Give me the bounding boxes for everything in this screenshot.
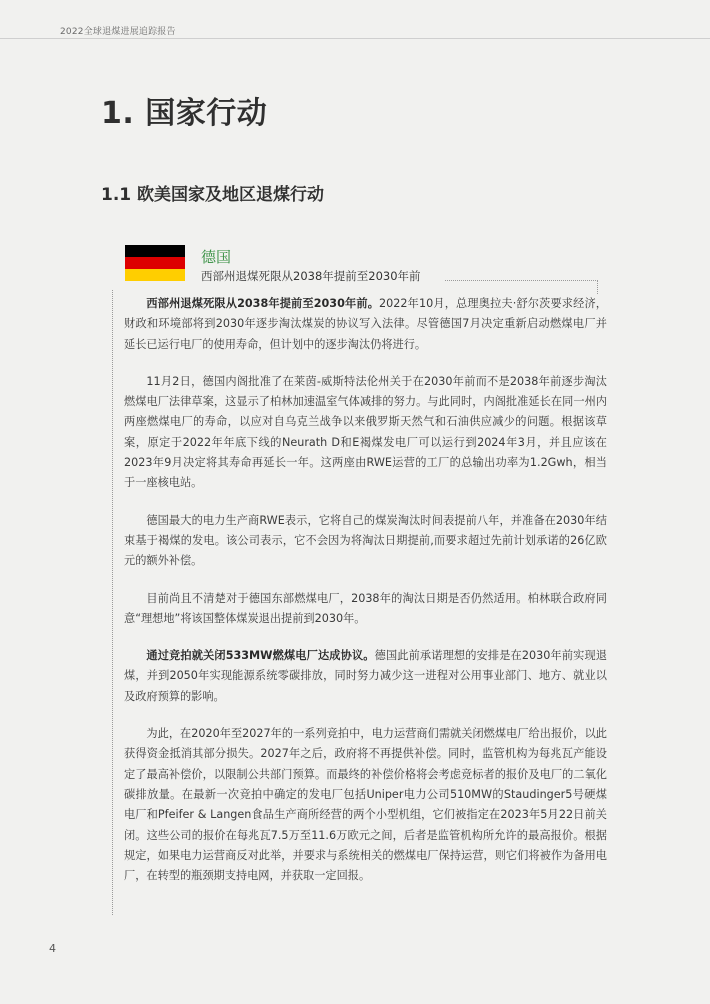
- country-name: 德国: [201, 248, 232, 266]
- paragraph-text: 为此，在2020年至2027年的一系列竞拍中，电力运营商们需就关闭燃煤电厂给出报价，以此获得资金抵消其部分损失。2027年之后，政府将不再提供补偿。同时，监管机构为每兆瓦产能设定了最高补偿价，以限制公共部门预算。而最终的补偿价格将会考虑竞标者的报价及电厂的二氧化碳排放量。在最新一次竞拍中确定的发电厂包括Uniper电力公司510MW的Staudinger5号硬煤电厂和Pfeifer & Langen食品生产商所经营的两个小型机组，它们被指定在2023年5月22日前关闭。这些公司的报价在每兆瓦7.5万至11.6万欧元之间，后者是监管机构所允许的最高报价。根据规定，如果电力运营商反对此举，并要求与系统相关的燃煤电厂保持运营，则它们将被作为备用电厂，在转型的瓶颈期支持电网，并获取一定回报。: [124, 727, 607, 883]
- paragraph-lead: 西部州退煤死限从2038年提前至2030年前。: [146, 297, 380, 310]
- page-number: 4: [49, 942, 56, 955]
- flag-stripe: [125, 257, 185, 269]
- chapter-title: 1. 国家行动: [101, 96, 268, 131]
- paragraph: [124, 372, 607, 494]
- paragraph: [124, 724, 607, 886]
- body-dotted-rule: [112, 290, 113, 915]
- flag-stripe: [125, 245, 185, 257]
- paragraph: [124, 646, 607, 707]
- page-header: [0, 0, 710, 38]
- paragraph: [124, 294, 607, 355]
- paragraph-text: 11月2日，德国内阁批准了在莱茵-威斯特法伦州关于在2030年前而不是2038年前逐步淘汰燃煤电厂法律草案，这显示了柏林加速温室气体减排的努力。与此同时，内阁批准延长在同一州内两座燃煤电厂的寿命，以应对自乌克兰战争以来俄罗斯天然气和石油供应减少的问题。根据该草案，原定于2022年年底下线的Neurath D和E褐煤发电厂可以运行到2024年3月，并且应该在2023年9月决定将其寿命再延长一年。这两座由RWE运营的工厂的总输出功率为1.2Gwh，相当于一座核电站。: [124, 374, 607, 490]
- paragraph: [124, 589, 607, 630]
- paragraph: [124, 511, 607, 572]
- germany-flag-icon: [125, 245, 185, 281]
- section-title: 1.1 欧美国家及地区退煤行动: [101, 185, 325, 205]
- subtitle-dotted-tick: [597, 280, 598, 294]
- subtitle-dotted-rule: [445, 280, 598, 281]
- flag-stripe: [125, 269, 185, 281]
- paragraph-text: 2022年10月，总理奥拉夫·舒尔茨要求经济，财政和环境部将到2030年逐步淘汰煤炭的协议写入法律。尽管德国7月决定重新启动燃煤电厂并延长已运行电厂的使用寿命，但计划中的逐步淘汰仍将进行。: [124, 297, 607, 351]
- paragraph-text: 德国最大的电力生产商RWE表示，它将自己的煤炭淘汰时间表提前八年，并准备在2030年结束基于褐煤的发电。该公司表示，它不会因为将淘汰日期提前,而要求超过先前计划承诺的26亿欧元的额外补偿。: [124, 513, 607, 568]
- paragraph-text: 德国此前承诺理想的安排是在2030年前实现退煤，并到2050年实现能源系统零碳排放，同时努力减少这一进程对公用事业部门、地方、就业以及政府预算的影响。: [124, 649, 607, 703]
- header-title: 2022全球退煤进展追踪报告: [60, 27, 176, 37]
- article-body: [124, 294, 607, 903]
- paragraph-text: 目前尚且不清楚对于德国东部燃煤电厂，2038年的淘汰日期是否仍然适用。柏林联合政府同意“理想地”将该国整体煤炭退出提前到2030年。: [124, 591, 607, 625]
- header-divider: [0, 38, 710, 39]
- paragraph-lead: 通过竞拍就关闭533MW燃煤电厂达成协议。: [146, 649, 375, 663]
- country-subtitle: 西部州退煤死限从2038年提前至2030年前: [201, 269, 421, 283]
